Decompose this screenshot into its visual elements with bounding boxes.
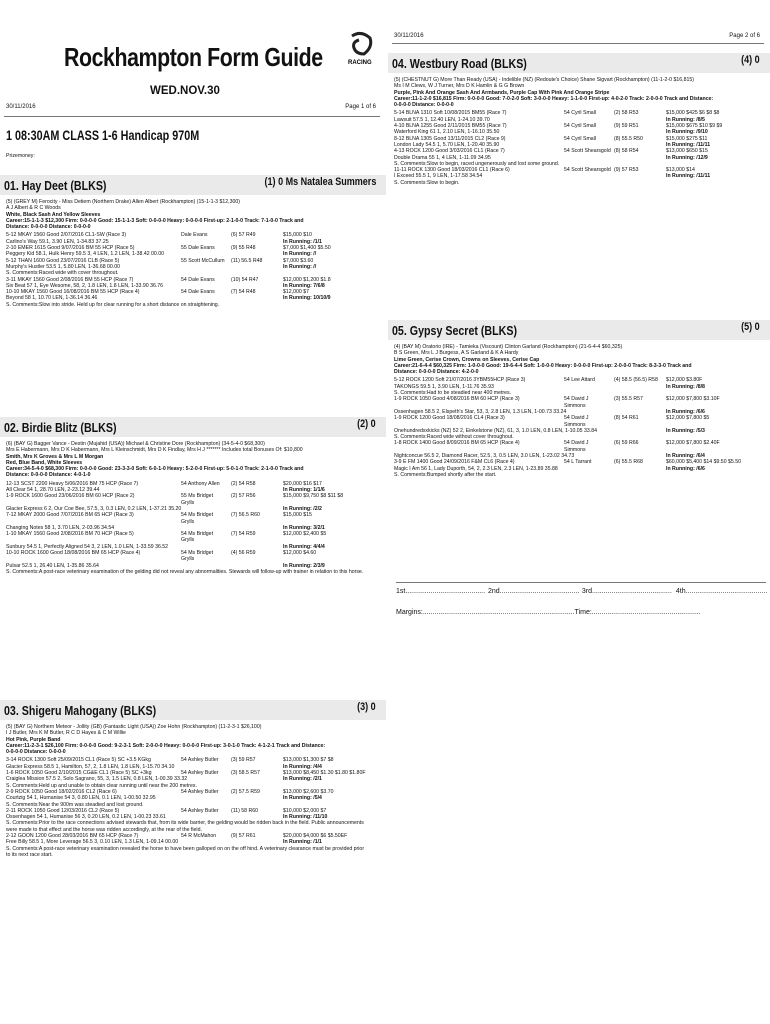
form-cell: 54 Cyril Small <box>564 135 596 142</box>
form-cell: 54 Ashley Butler <box>181 807 219 814</box>
form-cell: (10) 54 R47 <box>231 276 259 283</box>
divider <box>396 582 766 583</box>
form-row <box>394 180 764 186</box>
form-cell: 54 Ms Bridget <box>181 512 214 519</box>
form-cell: 5-12 THAN 1600 Good 23/07/2016 CLB (Race 5) <box>6 257 120 264</box>
form-row <box>6 569 380 575</box>
form-cell: In Running: 2/3/9 <box>283 562 325 569</box>
form-cell: In Running: 7/6/8 <box>283 282 325 289</box>
form-cell: 5-12 ROCK 1200 Soft 21/07/2016 3YBM55HCP (Race 3) <box>394 377 526 384</box>
horse-detail-line: (6) (BAY G) Bagger Vance - Destin (Mujahid (USA)) Michael & Christine Dore (Rockhampton) (34-5-4-0 $68,300) <box>6 441 265 447</box>
horse-name: 04. Westbury Road (BLKS) <box>392 56 527 71</box>
horse-detail-line: (4) (BAY M) Oratorio (IRE) - Tamieka (Viscount) Clinton Garland (Rockhampton) (21-6-4-4 $60,325) <box>394 344 623 350</box>
form-cell: In Running: 1/1/6 <box>283 487 325 494</box>
form-cell: S. Comments:Slow into stride. Held up for clear running for a short distance on straightening. <box>6 301 220 308</box>
form-cell: Simmons <box>564 402 586 409</box>
form-cell: $13,000 $1,300 $7 $8 <box>283 757 334 764</box>
form-cell: Waterford King 61 1, 2.10 LEN, 1-16.10 35.50 <box>394 129 500 136</box>
racing-logo-icon <box>346 32 376 68</box>
form-cell: Grylls <box>181 556 195 563</box>
form-cell: (4) 56 R59 <box>231 550 256 557</box>
form-cell: S. Comments:Prior to the race connections advised stewards that, from its wide barrier, the gelding would be ridden back in the field. Public announcements <box>6 820 364 827</box>
form-cell: (7) 54 R59 <box>231 531 256 538</box>
horse-header <box>0 700 386 720</box>
form-cell: In Running: /11/11 <box>666 173 711 180</box>
form-cell: In Running: 10/10/9 <box>283 295 331 302</box>
horse-detail-line: I J Butler, Mrs K M Butler, R C D Hayes & C M Willie <box>6 730 126 737</box>
form-cell: 2-9 ROCK 1050 Good 18/02/2016 CL2 (Race 6) <box>6 788 117 795</box>
horse-detail-line: A J Albert & R C Woods <box>6 205 61 212</box>
form-cell: (6) 59 R66 <box>614 440 639 447</box>
form-cell: $7,000 $3.60 <box>283 257 314 264</box>
result-fourth: 4th.......................................... <box>675 588 768 595</box>
form-cell: (9) 57 R53 <box>614 167 639 174</box>
form-cell: Dale Evans <box>181 232 208 239</box>
form-cell: 1-6 ROCK 1050 Good 2/10/2015 CG&E CL1 (Race 5) SC +3kg <box>6 770 152 777</box>
form-cell: Sunbury 54.5 1, Perfectly Aligned 54 3, 2 LEN, 1.0 LEN, 1-33.59 36.52 <box>6 543 169 550</box>
barrier-jockey: (4) 0 <box>741 54 760 66</box>
form-cell: S. Comments:Raced wide without cover throughout. <box>394 434 514 441</box>
form-cell: 54 David J <box>564 440 589 447</box>
form-row <box>394 472 764 478</box>
form-cell: (2) 54 R58 <box>231 480 256 487</box>
form-cell: $15,000 $9,750 $8 $11 $8 <box>283 493 344 500</box>
form-cell: Double Drama 55 1, 4 LEN, 1-11.09 34.95 <box>394 154 491 161</box>
horse-detail-line: Career:11-1-2-0 $16,815 Firm: 0-0-0-0 Good: 7-0-2-0 Soft: 3-0-0-0 Heavy: 1-1-0-0 First-up: 4-0-2-0 Track: 2-0-0-0 Track and Distance: <box>394 95 714 102</box>
form-cell: $7,000 $1,400 $5.50 <box>283 245 331 252</box>
form-cell: S. Comments:A post-race veterinary examination revealed the horse to have been galloped on on the off hind. A veterinary clearance must be provided prior <box>6 845 365 852</box>
barrier-jockey: (1) 0 Ms Natalea Summers <box>264 176 376 188</box>
form-cell: In Running: // <box>283 251 317 258</box>
form-cell: I Exceed 55.5 1, 9 LEN, 1-17.58 34.54 <box>394 173 483 180</box>
barrier-jockey: (3) 0 <box>357 701 376 713</box>
form-cell: Onehundredxxkicks (NZ) 52 2, Einkelstone (NZ), 61, 3, 1.0 LEN, 0.8 LEN, 1-10.05 33.84 <box>394 427 597 434</box>
form-cell: S. Comments:Held up and unable to obtain clear running until near the 200 metres. <box>6 782 197 789</box>
form-cell: Murphy's Hustler 53.5 1, 5.80 LEN, 1-36.68 00.00 <box>6 263 121 270</box>
form-cell: Grylls <box>181 499 195 506</box>
form-cell: 1-9 ROCK 1200 Good 18/08/2016 CL4 (Race 3) <box>394 415 505 422</box>
form-cell: In Running: /8/5 <box>666 116 705 123</box>
prizemoney: Prizemoney: <box>6 153 35 159</box>
horse-detail-line: Smith, Mrs K Groves & Mrs L M Morgan <box>6 453 104 460</box>
form-cell: (6) 55.5 R68 <box>614 459 643 466</box>
form-cell: (2) 57 R56 <box>231 493 256 500</box>
form-cell: 54 Scott Shearsgold <box>564 167 611 174</box>
form-cell: 2-11 ROCK 1050 Good 12/03/2016 CL2 (Race 5) <box>6 807 120 814</box>
form-cell: Carlino's Way 59.1, 3.90 LEN, 1-34.83 37.25 <box>6 238 109 245</box>
form-cell: 54 Lee Attard <box>564 377 595 384</box>
form-cell: $13,000 $8,450 $1.30 $1.80 $1.80F <box>283 770 366 777</box>
horse-details <box>394 344 764 478</box>
result-third: 3rd......................................... <box>581 588 672 595</box>
form-cell: (8) 54 R61 <box>614 415 639 422</box>
form-cell: 3-11 MKAY 1560 Good 2/08/2016 BM 55 HCP (Race 7) <box>6 276 134 283</box>
form-cell: 54 Cyril Small <box>564 110 596 117</box>
form-cell: $12,000 $7,800 $3.10F <box>666 396 720 403</box>
form-cell: (6) 57 R49 <box>231 232 256 239</box>
horse-header <box>388 320 770 340</box>
page-number: Page 1 of 6 <box>345 104 376 110</box>
print-date: 30/11/2016 <box>6 104 36 110</box>
horse-detail-line: Hot Pink, Purple Band <box>6 736 61 743</box>
form-cell: $10,000 $2,000 $7 <box>283 807 327 814</box>
form-cell: In Running: /6/6 <box>666 408 705 415</box>
divider <box>392 43 764 44</box>
horse-details <box>6 441 380 575</box>
form-cell: (9) 55 R48 <box>231 245 256 252</box>
form-cell: (7) 56.5 R60 <box>231 512 260 519</box>
form-cell: Changing Notes 58 1, 3.70 LEN, 2-03.96 34.54 <box>6 524 115 531</box>
form-cell: $12,000 $7,800 $2.40F <box>666 440 720 447</box>
form-cell: Craiglea Mission 57.5 2, Solo Sagrano, 55, 3, 1.5 LEN, 0.8 LEN, 1-00.39 33.32 <box>6 776 188 783</box>
form-cell: In Running: /4/4 <box>283 763 322 770</box>
form-cell: 55 Ms Bridget <box>181 493 214 500</box>
form-cell: Glacier Express 58.5 1, Hamilton, 57, 2, 1.8 LEN, 1.8 LEN, 1-15.70 34.10 <box>6 763 175 770</box>
form-cell: 1-8 ROCK 1400 Good 8/09/2016 BM 65 HCP (Race 4) <box>394 440 520 447</box>
form-cell: $15,000 $275 $11 <box>666 135 708 142</box>
form-cell: $15,000 $675 $10 $9 $9 <box>666 123 723 130</box>
page-number: Page 2 of 6 <box>729 33 760 39</box>
form-cell: 12-13 SCST 2200 Heavy 5/06/2016 BM 75 HCP (Race 7) <box>6 480 139 487</box>
form-cell: $13,000 $2,600 $3.70 <box>283 788 334 795</box>
form-cell: 55 Dale Evans <box>181 245 215 252</box>
form-cell: 54 Ashley Butler <box>181 788 219 795</box>
horse-detail-line: Ms I M Clews, W J Turner, Mrs D K Hamlin & G G Brown <box>394 83 525 90</box>
form-cell: 8-12 BLNA 1305 Good 13/11/2015 CL2 (Race 9) <box>394 135 506 142</box>
form-guide-title: Rockhampton Form Guide <box>64 42 323 72</box>
form-cell: 1-9 ROCK 1600 Good 23/06/2016 BM 60 HCP (Race 2) <box>6 493 135 500</box>
horse-header <box>0 175 386 195</box>
form-cell: 54 Cyril Small <box>564 123 596 130</box>
form-cell: In Running: /2/1 <box>283 776 322 783</box>
form-cell: Glacier Express 6 2, Our Coe Bee, 57.5, 3, 0.3 LEN, 0.2 LEN, 1-37.21 35.20 <box>6 505 182 512</box>
form-cell: S. Comments:Bumped shortly after the start. <box>394 471 497 478</box>
result-margins: Margins:..............................................................................Time:........................................................ <box>396 609 701 616</box>
form-cell: 54 L Tarrant <box>564 459 592 466</box>
form-cell: 1-9 ROCK 1050 Good 4/08/2016 BM 60 HCP (Race 3) <box>394 396 520 403</box>
form-cell: 54 Scott Shearsgold <box>564 148 611 155</box>
form-cell: S. Comments:Raced wide with cover throughout. <box>6 270 119 277</box>
form-cell: (7) 54 R48 <box>231 289 256 296</box>
form-cell: Beyond 58 1, 10.70 LEN, 1-36.14 36.46 <box>6 295 98 302</box>
form-cell: All Clear 54 1, 28.70 LEN, 2-23.12 39.44 <box>6 487 100 494</box>
form-cell: In Running: /1/1 <box>283 839 322 846</box>
form-cell: In Running: /11/10 <box>283 814 328 821</box>
form-cell: Lawsuit 57.5 1, 12.40 LEN, 1-24.10 39.70 <box>394 116 490 123</box>
form-cell: Free Billy 58.5 1, More Leverage 56.5 3, 0.10 LEN, 1.3 LEN, 1-09.14 00.00 <box>6 839 179 846</box>
form-cell: 1-10 MKAY 1560 Good 2/08/2016 BM 70 HCP (Race 5) <box>6 531 134 538</box>
form-cell: 7-12 MKAY 2000 Good 7/07/2016 BM 65 HCP (Race 3) <box>6 512 134 519</box>
form-cell: Six Beat 57 1, Eye Wesome, 58, 2, 1.8 LEN, 1.8 LEN, 1-33.90 36.76 <box>6 282 164 289</box>
form-cell: S. Comments:Had to be steadied near 400 metres. <box>394 390 512 397</box>
form-cell: 54 Dale Evans <box>181 276 215 283</box>
form-cell: (8) 58 R54 <box>614 148 639 155</box>
form-cell: 54 Ms Bridget <box>181 531 214 538</box>
form-cell: In Running: /5/3 <box>666 427 705 434</box>
horse-detail-line: 0-0-0-0 Distance: 0-0-0-0 <box>6 749 66 756</box>
form-cell: 54 David J <box>564 396 589 403</box>
logo-text: RACING <box>348 60 372 66</box>
form-cell: In Running: /6/4 <box>666 453 705 460</box>
form-cell: 54 Ms Bridget <box>181 550 214 557</box>
form-cell: $20,000 $16 $17 <box>283 480 322 487</box>
horse-detail-line: Distance: 0-0-0-0 Distance: 4-0-1-0 <box>6 472 91 479</box>
form-cell: (3) 59 R57 <box>231 757 256 764</box>
result-first: 1st......................................... <box>396 588 486 595</box>
form-cell: 5-12 MKAY 1560 Good 2/07/2016 CL1-SW (Race 3) <box>6 232 127 239</box>
form-cell: 11-11 ROCK 1300 Good 18/03/2016 CL1 (Race 6) <box>394 167 510 174</box>
form-cell: In Running: /11/11 <box>666 141 711 148</box>
horse-name: 01. Hay Deet (BLKS) <box>4 178 107 193</box>
form-cell: 4-13 ROCK 1200 Good 3/03/2016 CL1 (Race 7) <box>394 148 505 155</box>
form-cell: 54 Ashley Butler <box>181 757 219 764</box>
horse-detail-line: Career:11-2-3-1 $26,100 Firm: 0-0-0-0 Good: 9-2-3-1 Soft: 2-0-0-0 Heavy: 0-0-0-0 First-up: 3-0-1-0 Track: 4-1-2-1 Track and Distance: <box>6 742 326 749</box>
form-cell: Courtzig 54 1, Humanise 54 3, 0.80 LEN, 0.1 LEN, 1-00.50 32.95 <box>6 795 156 802</box>
form-cell: S. Comments:Near the 900m was steadied and lost ground. <box>6 801 144 808</box>
horse-detail-line: B S Green, Mrs L J Burgess, A S Garland & K A Hardy <box>394 350 519 357</box>
form-cell: $13,000 $14 <box>666 167 695 174</box>
form-cell: (3) 55.5 R57 <box>614 396 643 403</box>
form-cell: Ossenhagen 58.5 2, Elspeth's Star, 53, 3, 2.8 LEN, 1.3 LEN, 1-00.73 33.24 <box>394 408 567 415</box>
form-cell: London Lady 54.5 1, 5.70 LEN, 1-20.40 35.90 <box>394 141 500 148</box>
form-cell: 3-9 E FM 1400 Good 24/09/2016 F&M CL6 (Race 4) <box>394 459 515 466</box>
horse-detail-line: (5) (CHESTNUT G) More Than Ready (USA) - Indelible (NZ) (Redoute's Choice) Shane Sigvart (Rockhampton) (11-1-2-0 $16,815) <box>394 77 694 83</box>
racing-queensland-logo <box>346 32 376 73</box>
form-cell: 2-12 GOON 1200 Good 28/03/2016 BM 65 HCP (Race 7) <box>6 833 139 840</box>
form-cell: In Running: /5/4 <box>283 795 322 802</box>
horse-detail-line: Career:15-1-1-3 $12,300 Firm: 0-0-0-0 Good: 15-1-1-3 Soft: 0-0-0-0 Heavy: 0-0-0-0 First-up: 2-1-0-0 Track: 7-1-0-0 Track and <box>6 217 304 224</box>
race-title: 1 08:30AM CLASS 1-6 Handicap 970M <box>6 128 200 143</box>
horse-details <box>6 724 380 858</box>
form-cell: $15,000 $425 $6 $8 $8 <box>666 110 720 117</box>
race-day: WED.NOV.30 <box>150 85 220 97</box>
form-cell: TAKONGS 59.5 1, 3.90 LEN, 1-11.76 35.93 <box>394 383 494 390</box>
horse-detail-line: Mrs E Habermann, Mrs D K Habermann, Mrs L Kleinschmidt, Mrs D K Findlay, Mrs H J ******* Includes total Bonuses Of: $10,800 <box>6 447 303 454</box>
form-cell: In Running: /6/6 <box>666 465 705 472</box>
form-cell: Grylls <box>181 518 195 525</box>
form-cell: (8) 55.5 R50 <box>614 135 643 142</box>
barrier-jockey: (5) 0 <box>741 321 760 333</box>
form-cell: In Running: /1/1 <box>283 238 322 245</box>
form-cell: 54 Anthony Allen <box>181 480 220 487</box>
barrier-jockey: (2) 0 <box>357 418 376 430</box>
form-cell: (2) 57.5 R59 <box>231 788 260 795</box>
form-cell: 54 Ashley Butler <box>181 770 219 777</box>
form-cell: 10-10 ROCK 1600 Good 18/08/2016 BM 65 HCP (Race 4) <box>6 550 141 557</box>
form-cell: Peggery Kid 58.1, Hulk Henry 59.5 3, 4 LEN, 1.2 LEN, 1-38.42 00.00 <box>6 251 165 258</box>
form-cell: 10-10 MKAY 1560 Good 16/08/2016 BM 55 HCP (Race 4) <box>6 289 140 296</box>
form-cell: 3-14 ROCK 1300 Soft 25/09/2015 CL1 (Race 5) SC +3.5 KGkg <box>6 757 151 764</box>
horse-detail-line: Distance: 0-0-0-0 Distance: 4-2-0-0 <box>394 369 479 376</box>
horse-header <box>0 417 386 437</box>
form-cell: $12,000 $7 <box>283 289 309 296</box>
form-cell: In Running: /2/2 <box>283 505 322 512</box>
form-cell: S. Comments:Slow to begin. <box>394 179 460 186</box>
horse-detail-line: Red, Blue Band, White Sleeves <box>6 459 83 466</box>
form-cell: 55 Scott McCullum <box>181 257 225 264</box>
horse-detail-line: (5) (BAY G) Northern Meteor - Jollity (GB) (Fantastic Light (USA)) Zoe Hohn (Rockhampton) (11-2-3-1 $26,100) <box>6 724 262 730</box>
form-cell: $13,000 $650 $15 <box>666 148 708 155</box>
form-row <box>6 852 380 858</box>
form-cell: were made to that effect and the horse was ridden accordingly, at the rear of the field. <box>6 826 202 833</box>
horse-detail-line: White, Black Sash And Yellow Sleeves <box>6 211 101 218</box>
form-cell: Simmons <box>564 421 586 428</box>
form-cell: In Running: /9/10 <box>666 129 708 136</box>
horse-header <box>388 53 770 73</box>
form-cell: (4) 58.5 (56.5) R58 <box>614 377 658 384</box>
result-second: 2nd......................................... <box>487 588 580 595</box>
form-cell: S. Comments:Slow to begin, raced ungenerously and lost some ground. <box>394 160 560 167</box>
horse-name: 02. Birdie Blitz (BLKS) <box>4 420 117 435</box>
form-cell: (9) 57 R61 <box>231 833 256 840</box>
form-cell: In Running: 3/2/1 <box>283 524 325 531</box>
form-cell: In Running: /8/8 <box>666 383 705 390</box>
form-cell: $12,000 $7,800 $5 <box>666 415 710 422</box>
form-cell: In Running: /12/9 <box>666 154 708 161</box>
form-cell: S. Comments:A post-race veterinary examination of the gelding did not reveal any abnormalities. Stewards will follow-up with trainer in relation to this horse. <box>6 568 364 575</box>
form-cell: 4-10 BLNA 1255 Good 2/11/2015 BM55 (Race 7) <box>394 123 507 130</box>
horse-name: 03. Shigeru Mahogany (BLKS) <box>4 703 157 718</box>
horse-detail-line: (5) (GREY M) Ferocity - Miss Detiem (Northern Drake) Allen Albert (Rockhampton) (15-1-1-3 $12,300) <box>6 199 240 205</box>
form-cell: to its next race start. <box>6 851 53 858</box>
form-cell: In Running: // <box>283 263 317 270</box>
horse-detail-line: 0-0-0-0 Distance: 0-0-0-0 <box>394 102 454 109</box>
form-cell: (2) 58 R53 <box>614 110 639 117</box>
form-cell: (11) 56.5 R48 <box>231 257 263 264</box>
form-cell: $12,000 $1,200 $1.8 <box>283 276 331 283</box>
horse-name: 05. Gypsy Secret (BLKS) <box>392 323 518 338</box>
divider <box>4 116 380 117</box>
form-row <box>6 302 380 308</box>
form-cell: (9) 59 R51 <box>614 123 639 130</box>
results-section <box>396 588 766 616</box>
form-cell: 5-14 BLNA 1310 Soft 10/08/2015 BM55 (Race 7) <box>394 110 507 117</box>
form-cell: $12,000 $4.60 <box>283 550 317 557</box>
form-cell: $15,000 $15 <box>283 512 312 519</box>
form-cell: 54 Dale Evans <box>181 289 215 296</box>
horse-details <box>394 77 764 186</box>
form-cell: 2-10 EMER 1615 Good 9/07/2016 BM 55 HCP (Race 5) <box>6 245 135 252</box>
form-cell: Pulsar 52.5 1, 26.40 LEN, 1-35.86 35.64 <box>6 562 99 569</box>
print-date: 30/11/2016 <box>394 33 424 39</box>
form-cell: In Running: 4/4/4 <box>283 543 325 550</box>
horse-details <box>6 199 380 308</box>
form-cell: $12,000 $2,400 $5 <box>283 531 327 538</box>
form-cell: $20,000 $4,000 $6 $5.50EF <box>283 833 348 840</box>
form-cell: Grylls <box>181 537 195 544</box>
form-cell: (11) 58 R60 <box>231 807 259 814</box>
horse-detail-line: Lime Green, Cerise Crown, Crowns on Sleeves, Cerise Cap <box>394 356 540 363</box>
form-cell: Magic I Am 56 1, Lady Duporth, 54, 2, 2.3 LEN, 2.3 LEN, 1-23.89 35.88 <box>394 465 558 472</box>
horse-detail-line: Distance: 0-0-0-0 Distance: 0-0-0-0 <box>6 224 91 231</box>
form-cell: 54 R McMahon <box>181 833 217 840</box>
form-cell: Simmons <box>564 446 586 453</box>
horse-detail-line: Career:21-6-4-4 $60,325 Firm: 1-0-0-0 Good: 19-6-4-4 Soft: 1-0-0-0 Heavy: 0-0-0-0 First-up: 2-0-0-0 Track: 8-3-3-0 Track and <box>394 362 692 369</box>
page-right <box>388 0 770 1024</box>
form-cell: $12,000 $3.80F <box>666 377 703 384</box>
form-cell: $60,000 $5,400 $14 $9.50 $5.50 <box>666 459 742 466</box>
horse-detail-line: Career:34-5-4-0 $68,300 Firm: 0-0-0-0 Good: 23-3-3-0 Soft: 6-0-1-0 Heavy: 5-2-0-0 First-up: 5-0-1-0 Track: 2-1-0-0 Track and <box>6 466 304 473</box>
horse-detail-line: Purple, Pink And Orange Sash And Armbands, Purple Cap With Pink And Orange Stripe <box>394 89 610 96</box>
form-cell: Nightconcue 56.5 2, Diamond Racer, 52.5, 3, 0.5 LEN, 3.0 LEN, 1-23.02 34.73 <box>394 453 575 460</box>
form-cell: Ossenhagen 54 1, Humanise 56 3, 0.20 LEN, 0.2 LEN, 1-00.23 33.61 <box>6 814 166 821</box>
form-cell: $15,000 $10 <box>283 232 312 239</box>
form-cell: 54 David J <box>564 415 589 422</box>
form-cell: (3) 58.5 R57 <box>231 770 260 777</box>
